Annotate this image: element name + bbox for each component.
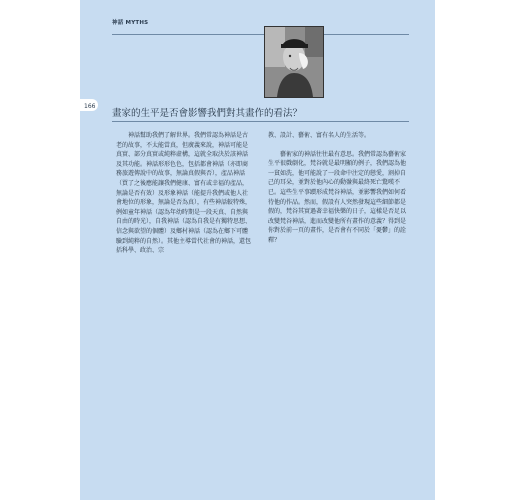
- portrait-image: [264, 26, 324, 98]
- page-number: 166: [84, 103, 96, 110]
- paragraph: 神話幫助我們了解世界。我們常認為神話是古老的故事，不太能當真，但廣義來說，神話可能是真實、部分真實或純粹虛構，這就全取決於該神話及其功能。神話形形色色，包括都會神話（亦即商務旅遊傳說中的故事，無論真假與否），產品神話（買了之後應能讓我們健康、富有或幸福的產品，無論是否有效）及形象神話（能提升我們或他人社會地位的形象，無論是否為真），有些神話較特殊，例如童年神話（認為年幼時期是一段天真、自然與自由的時光），自我神話（認為自我是有獨特思想、信念與欲望的個體）及鄉村神話（認為在鄉下可體驗到純粹的自然）。其他主導當代社會的神話，還包括科學、政治、宗: [116, 132, 252, 255]
- paragraph: 教、設計、藝術、富有名人的生活等。: [268, 132, 371, 139]
- portrait-illustration: [265, 27, 323, 97]
- section-label: 神話 MYTHS: [112, 20, 149, 26]
- section-title: 畫家的生平是否會影響我們對其畫作的看法？: [112, 108, 303, 119]
- title-divider: [112, 121, 409, 122]
- body-column-left: [116, 131, 251, 256]
- running-header: [112, 18, 409, 35]
- paragraph: 藝術家的神話往往最有意思。我們常認為藝術家生平很戲劇化，梵谷就是最明顯的例子，我們認為他一貧如洗，他可能說了一段命中注定的戀愛，割掉自己的耳朵，並對於他內心的動盪與最終死亡驚嘆不已。這些生平事蹟形成梵谷神話，並影響我們如何看待他的作品。然而，假設有人突然發現這些細節都是假的，梵谷其實過著幸福快樂的日子，這樣是否足以改變梵谷神話，進而改變他所有畫作的意義？得到是你對於前一頁的畫作，是否會有不同於「憂鬱」的詮釋？: [268, 150, 407, 244]
- body-column-right: [268, 131, 406, 246]
